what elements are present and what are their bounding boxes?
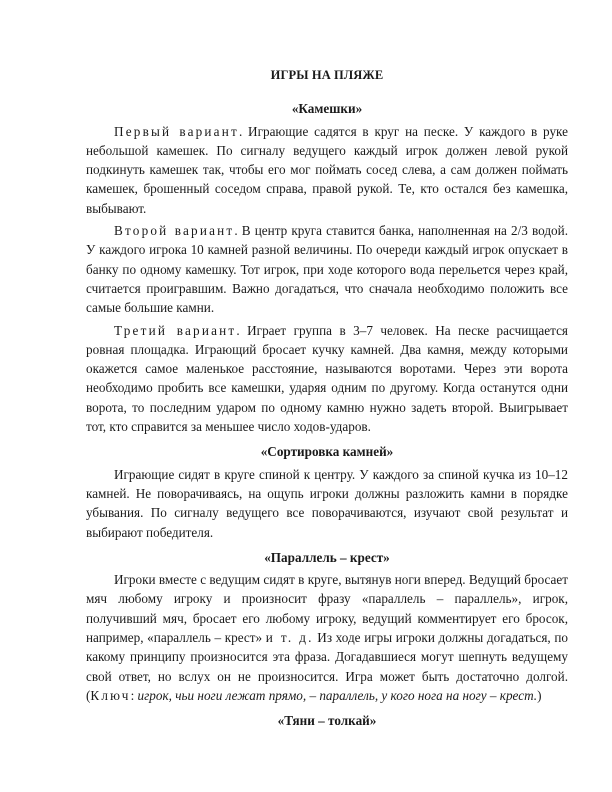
document-title: ИГРЫ НА ПЛЯЖЕ: [270, 68, 384, 82]
section-heading: «Параллель – крест»: [264, 549, 390, 565]
paragraph-text: Из ходе игры игроки должны догадаться, по какому принципу произносится эта фраза. Догадавшиеся могут шепнуть ведущему свой ответ, но вслух он не произносится. Игра может быть достаточно долгой. (: [86, 630, 568, 703]
paragraph-variant-1: [86, 122, 568, 218]
section-tyani-tolkai: [86, 711, 568, 730]
paragraph-text: . Играющие садятся в круг на песке. У каждого в руке небольшой камешек. По сигналу ведущего каждый игрок должен левой рукой подкинуть камешек так, чтобы его мог поймать сосед слева, а сам должен поймать камешек, брошенный соседом справа, правой рукой. Те, кто остался без камешка, выбывают.: [86, 123, 568, 216]
paragraph-text: Игроки вместе с ведущим сидят в круге, вытянув ноги вперед. Ведущий бросает мяч любому игроку и произносит фразу «параллель – параллель», игрок, получивший мяч, бросает его любому игроку, ведущий комментирует его бросок, например, «параллель – крест»: [86, 572, 568, 646]
key-colon: :: [130, 687, 138, 703]
key-text: игрок, чьи ноги лежат прямо, – параллель, у кого нога на ногу – крест.: [137, 687, 538, 703]
section-heading: «Сортировка камней»: [260, 444, 394, 460]
variant-lead: Третий вариант: [114, 322, 237, 338]
key-label: Ключ: [90, 687, 131, 703]
document-page: [86, 66, 568, 737]
section-heading: «Тяни – толкай»: [277, 713, 377, 729]
abbreviation: и т. д.: [265, 630, 314, 646]
section-sortirovka: [86, 442, 568, 541]
key-close: ): [537, 687, 542, 703]
paragraph-parallel: [86, 570, 568, 705]
section-kameshki: [86, 99, 568, 436]
paragraph-text: . Играет группа в 3–7 человек. На песке расчищается ровная площадка. Играющий бросает кучку камней. Два камня, между которыми окажется самое маленькое расстояние, называются воротами. Через эти ворота необходимо пробить все камешки, ударяя одним по другому. Когда останутся одни ворота, то последним ударом по одному камню нужно задеть второй. Выигрывает тот, кто справится за меньшее число ходов-ударов.: [86, 322, 568, 435]
variant-lead: Первый вариант: [114, 123, 239, 139]
paragraph-text: . В центр круга ставится банка, наполненная на 2/3 водой. У каждого игрока 10 камней разной величины. По очереди каждый игрок опускает в банку по одному камешку. Тот игрок, при ходе которого вода перельется через край, считается проигравшим. Важно догадаться, что сначала необходимо положить все самые большие камни.: [86, 223, 568, 316]
paragraph-variant-2: [86, 221, 568, 317]
section-parallel-krest: [86, 548, 568, 705]
paragraph-text: Играющие сидят в круге спиной к центру. У каждого за спиной кучка из 10–12 камней. Не поворачиваясь, на ощупь игроки должны разложить камни в порядке убывания. По сигналу ведущего все поворачиваются, изучают свой результат и выбирают победителя.: [86, 466, 568, 540]
variant-lead: Второй вариант: [114, 223, 235, 239]
paragraph-variant-3: [86, 321, 568, 437]
section-heading: «Камешки»: [291, 101, 363, 117]
